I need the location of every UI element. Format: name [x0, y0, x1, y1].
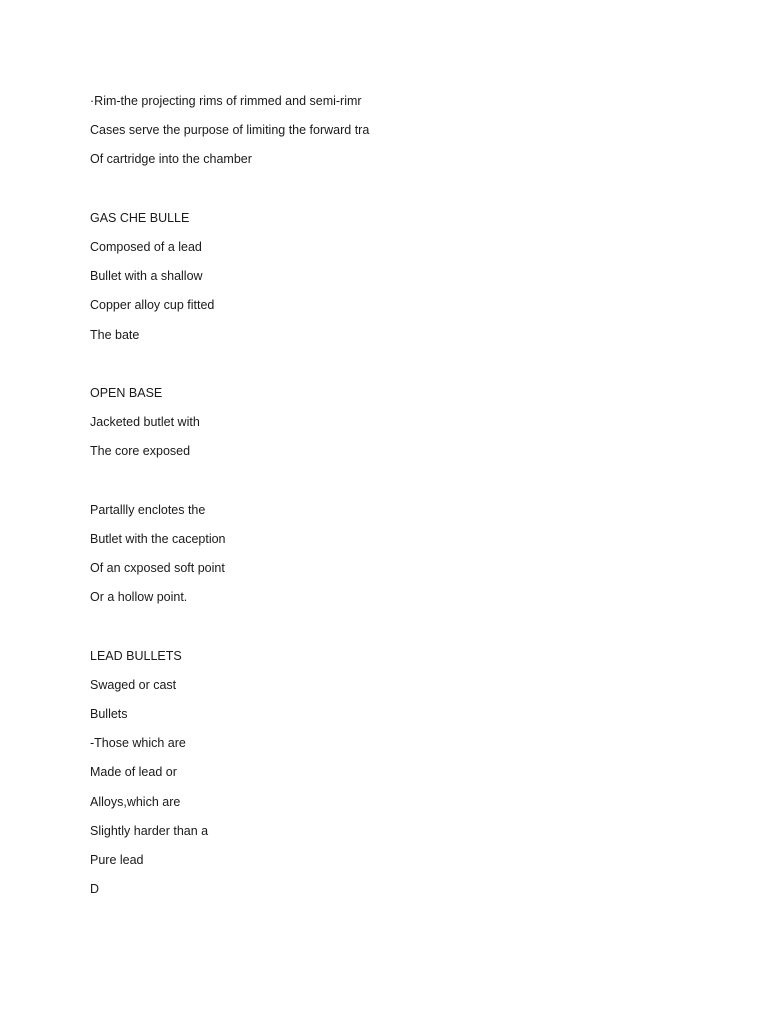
document-body: [90, 87, 690, 904]
text-line: Bullets: [90, 706, 128, 721]
text-line: Composed of a lead: [90, 239, 202, 254]
text-line: -Those which are: [90, 736, 186, 751]
blank-line: [90, 612, 690, 641]
section-heading: LEAD BULLETS: [90, 648, 182, 663]
text-line: Alloys,which are: [90, 794, 181, 809]
text-line: D: [90, 882, 100, 897]
text-line: Bullet with a shallow: [90, 269, 203, 284]
blank-line: [90, 350, 690, 379]
text-line: Pure lead: [90, 852, 144, 867]
text-line: Or a hollow point.: [90, 590, 188, 605]
text-line: Copper alloy cup fitted: [90, 298, 215, 313]
text-line: Of cartridge into the chamber: [90, 152, 252, 167]
section-heading: GAS CHE BULLE: [90, 210, 190, 225]
text-line: Swaged or cast: [90, 677, 177, 692]
section-heading: OPEN BASE: [90, 385, 163, 400]
text-line: The bate: [90, 327, 140, 342]
text-line: Jacketed butlet with: [90, 415, 200, 430]
text-line: The core exposed: [90, 444, 191, 459]
text-line: Partallly enclotes the: [90, 502, 206, 517]
text-line: Cases serve the purpose of limiting the forward tra: [90, 123, 370, 138]
blank-line: [90, 466, 690, 495]
blank-line: [90, 175, 690, 204]
text-line: Made of lead or: [90, 765, 177, 780]
text-line: ·Rim-the projecting rims of rimmed and semi-rimr: [90, 94, 362, 108]
text-line: Of an cxposed soft point: [90, 561, 225, 575]
text-line: Butlet with the caception: [90, 531, 226, 546]
text-line: Slightly harder than a: [90, 823, 209, 838]
